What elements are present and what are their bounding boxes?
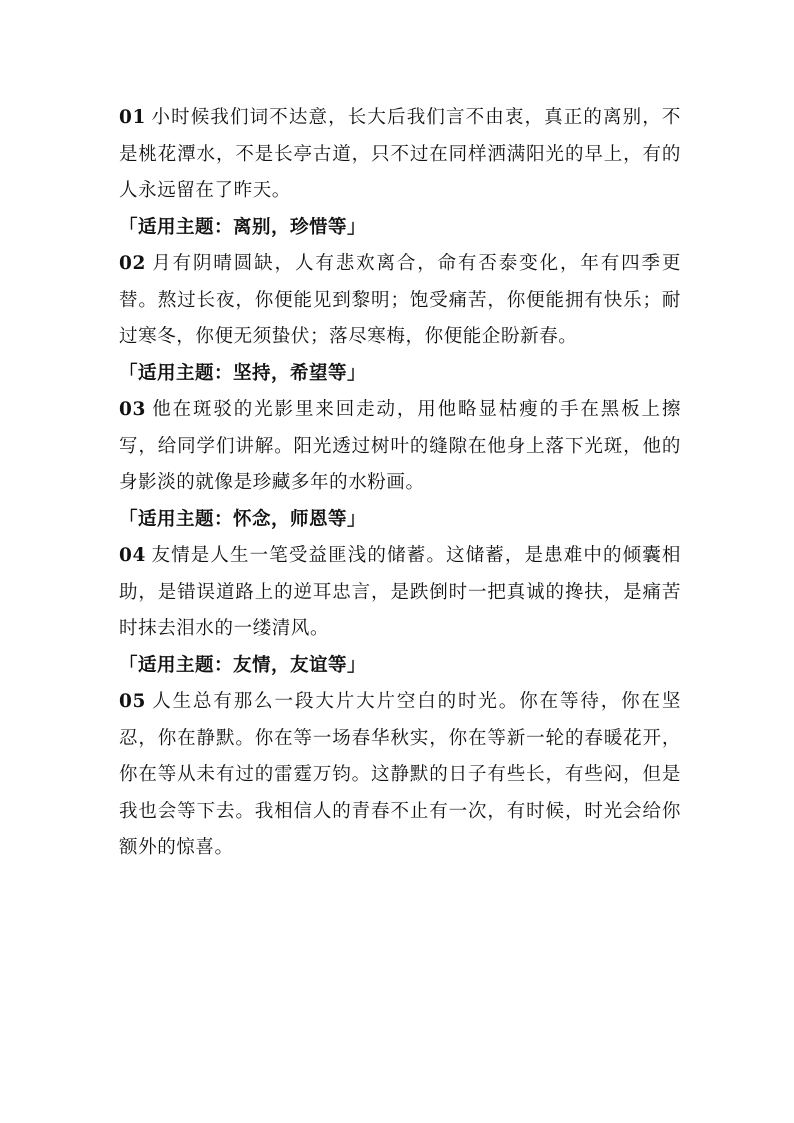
theme-label: 「适用主题：怀念，师恩等」 bbox=[119, 508, 367, 530]
entry-paragraph bbox=[119, 392, 681, 502]
theme-label: 「适用主题：离别，珍惜等」 bbox=[119, 216, 367, 238]
entry-text: 小时候我们词不达意，长大后我们言不由衷，真正的离别，不是桃花潭水，不是长亭古道，只不过在同样洒满阳光的早上，有的人永远留在了昨天。 bbox=[119, 107, 681, 201]
entry-02 bbox=[119, 246, 681, 392]
entry-paragraph bbox=[119, 246, 681, 356]
entry-text: 友情是人生一笔受益匪浅的储蓄。这储蓄，是患难中的倾囊相助，是错误道路上的逆耳忠言，是跌倒时一把真诚的搀扶，是痛苦时抹去泪水的一缕清风。 bbox=[119, 545, 681, 639]
entry-05 bbox=[119, 684, 681, 867]
entry-number: 01 bbox=[119, 107, 146, 128]
entry-text: 他在斑驳的光影里来回走动，用他略显枯瘦的手在黑板上擦写，给同学们讲解。阳光透过树叶的缝隙在他身上落下光斑，他的身影淡的就像是珍藏多年的水粉画。 bbox=[119, 399, 681, 493]
entry-number: 05 bbox=[119, 691, 146, 712]
entry-text: 月有阴晴圆缺，人有悲欢离合，命有否泰变化，年有四季更替。熬过长夜，你便能见到黎明；饱受痛苦，你便能拥有快乐；耐过寒冬，你便无须蛰伏；落尽寒梅，你便能企盼新春。 bbox=[119, 253, 681, 347]
entry-number: 04 bbox=[119, 545, 146, 566]
entry-paragraph bbox=[119, 538, 681, 648]
theme-label: 「适用主题：坚持，希望等」 bbox=[119, 362, 367, 384]
theme-label: 「适用主题：友情，友谊等」 bbox=[119, 654, 367, 676]
entry-paragraph bbox=[119, 100, 681, 210]
entry-number: 02 bbox=[119, 253, 146, 274]
entry-04 bbox=[119, 538, 681, 684]
document-body bbox=[119, 100, 681, 867]
entry-number: 03 bbox=[119, 399, 146, 420]
entry-01 bbox=[119, 100, 681, 246]
entry-paragraph bbox=[119, 684, 681, 867]
entry-03 bbox=[119, 392, 681, 538]
entry-text: 人生总有那么一段大片大片空白的时光。你在等待，你在坚忍，你在静默。你在等一场春华秋实，你在等新一轮的春暖花开，你在等从未有过的雷霆万钧。这静默的日子有些长，有些闷，但是我也会等下去。我相信人的青春不止有一次，有时候，时光会给你额外的惊喜。 bbox=[119, 691, 681, 858]
